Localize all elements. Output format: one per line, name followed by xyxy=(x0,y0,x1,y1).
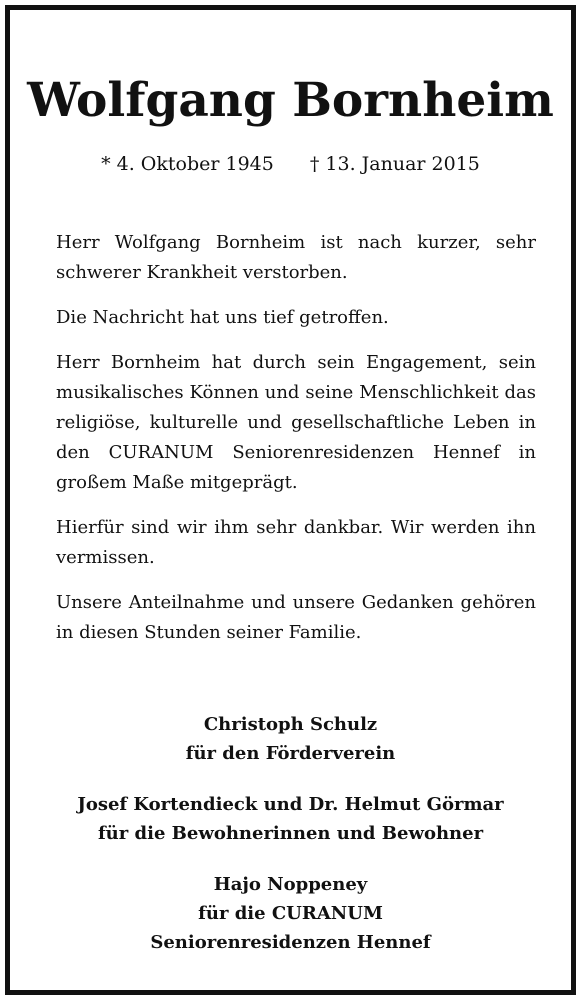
death-date: † 13. Januar 2015 xyxy=(309,153,480,175)
signature-block-curanum xyxy=(10,870,571,957)
signatory-organisation: Seniorenresidenzen Hennef xyxy=(150,932,431,953)
signatory-role: für die CURANUM xyxy=(198,903,383,924)
paragraph: Herr Bornheim hat durch sein Engagement, sein musikalisches Können und seine Menschlichkeit das religiöse, kulturelle und gesellschaftliche Leben in den CURANUM Seniorenresidenzen Hennef in großem Maße mitgeprägt. xyxy=(56,352,536,493)
signatory-role: für die Bewohnerinnen und Bewohner xyxy=(97,823,484,844)
deceased-name: Wolfgang Bornheim xyxy=(27,73,554,128)
signature-block-foerderverein xyxy=(10,710,571,768)
signatory-name: Josef Kortendieck und Dr. Helmut Görmar xyxy=(77,794,504,815)
paragraph: Unsere Anteilnahme und unsere Gedanken gehören in diesen Stunden seiner Familie. xyxy=(56,592,536,643)
obituary-text xyxy=(56,228,536,663)
signatory-role: für den Förderverein xyxy=(185,743,396,764)
life-dates xyxy=(10,153,571,176)
paragraph: Die Nachricht hat uns tief getroffen. xyxy=(56,307,389,328)
paragraph: Hierfür sind wir ihm sehr dankbar. Wir werden ihn vermissen. xyxy=(56,517,536,568)
signatory-name: Christoph Schulz xyxy=(203,714,378,735)
paragraph: Herr Wolfgang Bornheim ist nach kurzer, sehr schwerer Krankheit verstorben. xyxy=(56,232,536,283)
obituary-frame xyxy=(5,5,576,995)
birth-date: * 4. Oktober 1945 xyxy=(101,153,274,175)
signatory-name: Hajo Noppeney xyxy=(213,874,368,895)
signature-block-residents xyxy=(10,790,571,848)
